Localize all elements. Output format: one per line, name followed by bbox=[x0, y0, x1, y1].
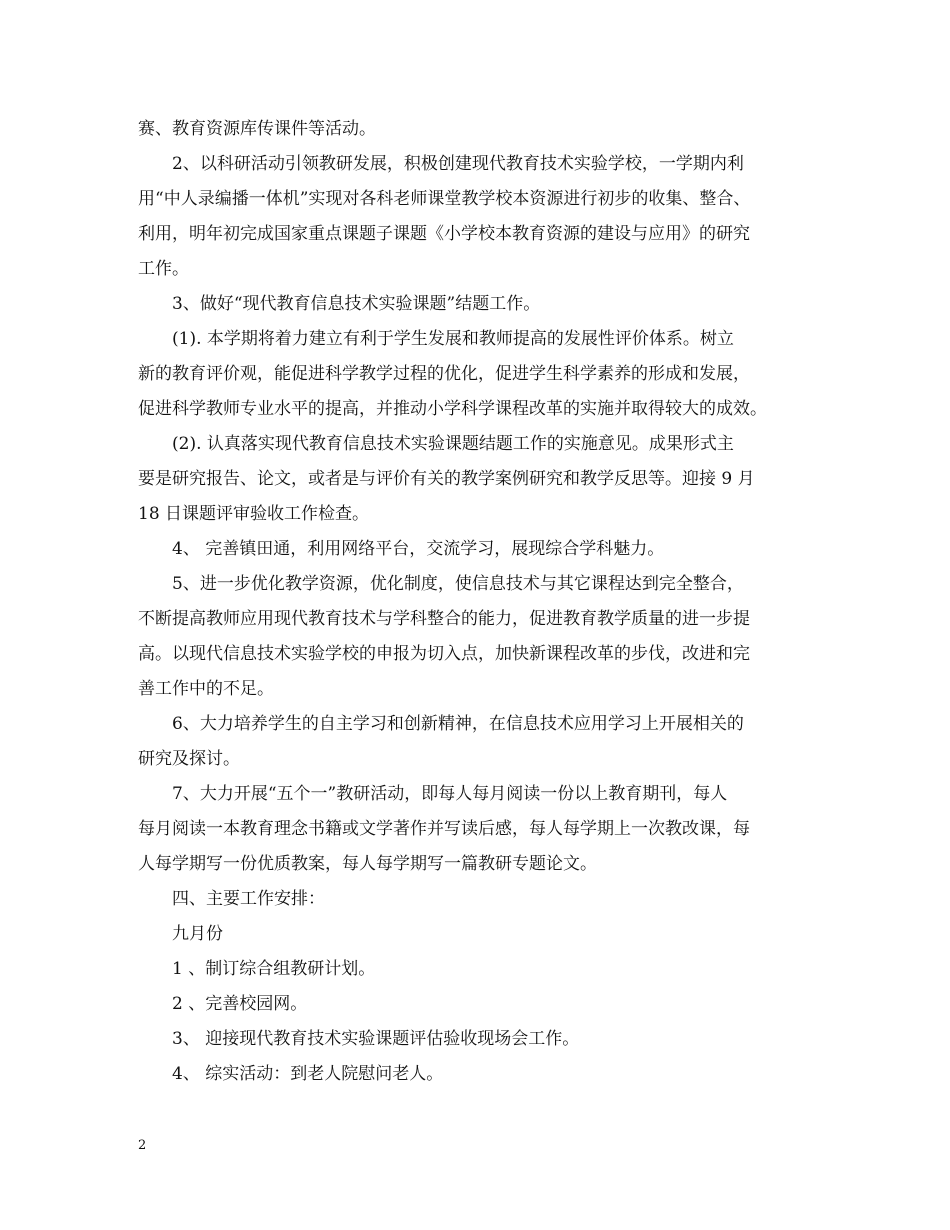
page-number: 2 bbox=[138, 1138, 147, 1153]
text-line: 4、 完善镇田通，利用网络平台，交流学习，展现综合学科魅力。 bbox=[138, 539, 665, 559]
text-line: 四、主要工作安排： bbox=[138, 889, 325, 909]
text-line: 6、大力培养学生的自主学习和创新精神，在信息技术应用学习上开展相关的 bbox=[138, 714, 744, 734]
text-line: 2 、完善校园网。 bbox=[138, 994, 308, 1014]
text-line: 用“中人录编播一体机”实现对各科老师课堂教学校本资源进行初步的收集、整合、 bbox=[138, 189, 751, 209]
text-line: 3、 迎接现代教育技术实验课题评估验收现场会工作。 bbox=[138, 1029, 580, 1049]
text-line: 每月阅读一本教育理念书籍或文学著作并写读后感，每人每学期上一次教改课，每 bbox=[138, 819, 750, 839]
text-line: 1 、制订综合组教研计划。 bbox=[138, 959, 376, 979]
text-line: (1). 本学期将着力建立有利于学生发展和教师提高的发展性评价体系。树立 bbox=[138, 329, 734, 349]
text-line: 工作。 bbox=[138, 259, 189, 279]
text-line: 要是研究报告、论文，或者是与评价有关的教学案例研究和教学反思等。迎接 9 月 bbox=[138, 469, 755, 489]
text-line: 赛、教育资源库传课件等活动。 bbox=[138, 119, 376, 139]
text-line: 人每学期写一份优质教案，每人每学期写一篇教研专题论文。 bbox=[138, 854, 597, 874]
text-line: 九月份 bbox=[138, 924, 223, 944]
text-line: 3、做好“现代教育信息技术实验课题”结题工作。 bbox=[138, 294, 541, 314]
text-line: 促进科学教师专业水平的提高，并推动小学科学课程改革的实施并取得较大的成效。 bbox=[138, 399, 767, 419]
text-line: 18 日课题评审验收工作检查。 bbox=[138, 504, 370, 524]
text-line: 不断提高教师应用现代教育技术与学科整合的能力，促进教育教学质量的进一步提 bbox=[138, 609, 750, 629]
text-line: 高。以现代信息技术实验学校的申报为切入点，加快新课程改革的步伐，改进和完 bbox=[138, 644, 750, 664]
text-line: 善工作中的不足。 bbox=[138, 679, 274, 699]
text-line: 4、 综实活动：到老人院慰问老人。 bbox=[138, 1064, 444, 1084]
text-line: 研究及探讨。 bbox=[138, 749, 240, 769]
text-line: 利用，明年初完成国家重点课题子课题《小学校本教育资源的建设与应用》的研究 bbox=[138, 224, 750, 244]
text-line: 7、大力开展“五个一”教研活动，即每人每月阅读一份以上教育期刊，每人 bbox=[138, 784, 728, 804]
text-line: 新的教育评价观，能促进科学教学过程的优化，促进学生科学素养的形成和发展， bbox=[138, 364, 750, 384]
text-line: 5、进一步优化教学资源，优化制度，使信息技术与其它课程达到完全整合， bbox=[138, 574, 744, 594]
text-line: (2). 认真落实现代教育信息技术实验课题结题工作的实施意见。成果形式主 bbox=[138, 434, 734, 454]
text-line: 2、以科研活动引领教研发展，积极创建现代教育技术实验学校，一学期内利 bbox=[138, 154, 744, 174]
